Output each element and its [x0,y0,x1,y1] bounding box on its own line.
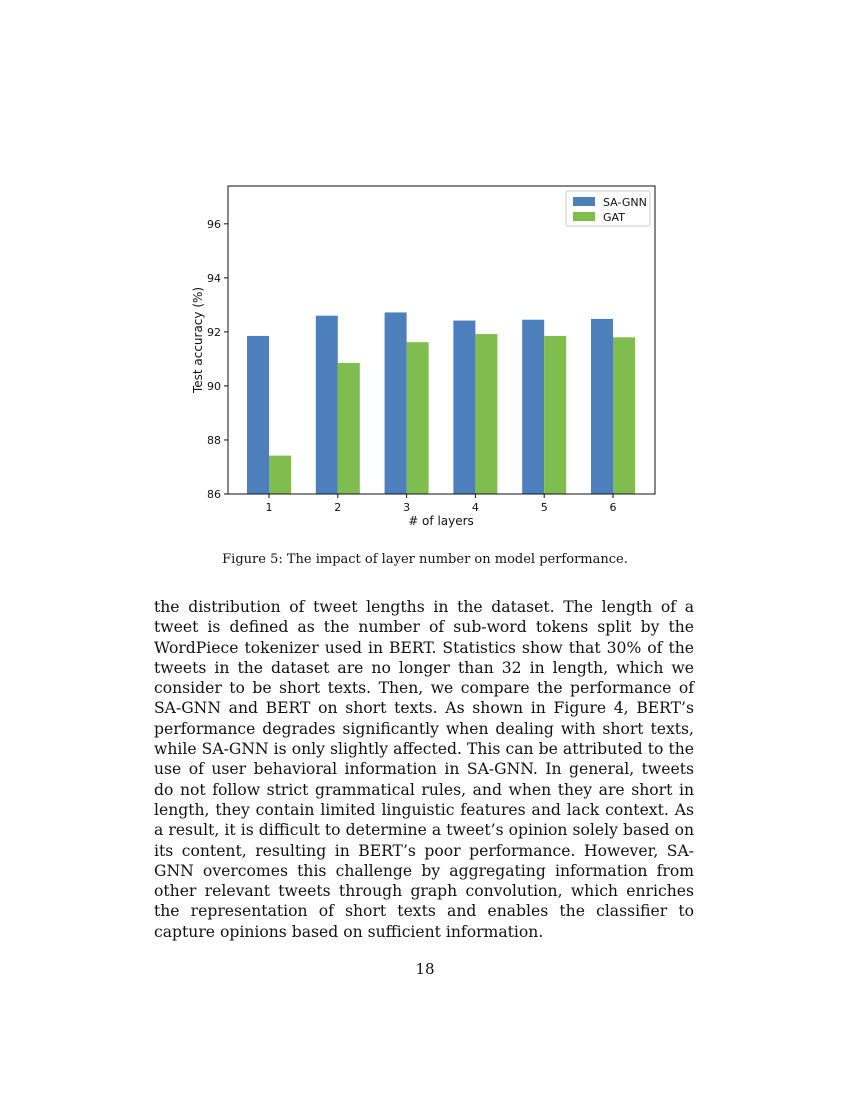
y-axis-label: Test accuracy (%) [191,286,205,394]
legend-swatch-sa-gnn [573,197,595,206]
y-tick-label: 94 [207,271,221,285]
bar-sa-gnn-4 [453,321,475,494]
plot-frame [228,186,655,494]
y-tick-label: 86 [207,488,221,501]
legend-label-gat: GAT [603,211,625,224]
x-tick-label: 3 [403,501,411,514]
bar-sa-gnn-1 [247,336,269,494]
figure-chart [0,0,850,540]
x-tick-label: 2 [334,501,342,514]
bar-gat-6 [613,337,635,494]
y-tick-label: 88 [207,433,221,447]
bar-sa-gnn-6 [591,319,613,494]
x-tick-label: 1 [265,501,273,514]
legend [566,191,650,226]
bar-sa-gnn-2 [316,316,338,494]
bar-sa-gnn-5 [522,320,544,494]
x-tick-label: 6 [609,501,617,514]
y-tick-label: 92 [207,325,221,339]
x-axis-label: # of layers [408,514,474,528]
figure-caption: Figure 5: The impact of layer number on model performance. [222,552,628,567]
bars-group [247,312,635,494]
x-tick-label: 5 [540,501,548,514]
body-paragraph: the distribution of tweet lengths in the dataset. The length of a tweet is defined as the number of sub-word tokens split by the WordPiece tokenizer used in BERT. Statistics show that 30% of the tweets in the dataset are no longer than 32 in length, which we consider to be short texts. Then, we compare the performance of SA-GNN and BERT on short texts. As shown in Figure 4, BERT’s performance degrades significantly when dealing with short texts, while SA-GNN is only slightly affected. This can be attributed to the use of user behavioral information in SA-GNN. In general, tweets do not follow strict grammatical rules, and when they are short in length, they contain limited linguistic features and lack context. As a result, it is difficult to determine a tweet’s opinion solely based on its content, resulting in BERT’s poor performance. However, SA-GNN overcomes this challenge by aggregating information from other relevant tweets through graph convolution, which enriches the representation of short texts and enables the classifier to capture opinions based on sufficient information. [154,598,694,941]
bar-sa-gnn-3 [385,312,407,494]
y-tick-label: 96 [207,217,221,231]
bar-gat-1 [269,456,291,494]
y-tick-label: 90 [207,379,221,393]
legend-label-sa-gnn: SA-GNN [603,196,647,209]
x-tick-label: 4 [471,501,479,514]
bar-gat-3 [407,342,429,494]
bar-gat-4 [475,334,497,494]
page-number: 18 [415,960,435,978]
bar-gat-5 [544,336,566,494]
bar-gat-2 [338,363,360,494]
legend-swatch-gat [573,212,595,221]
